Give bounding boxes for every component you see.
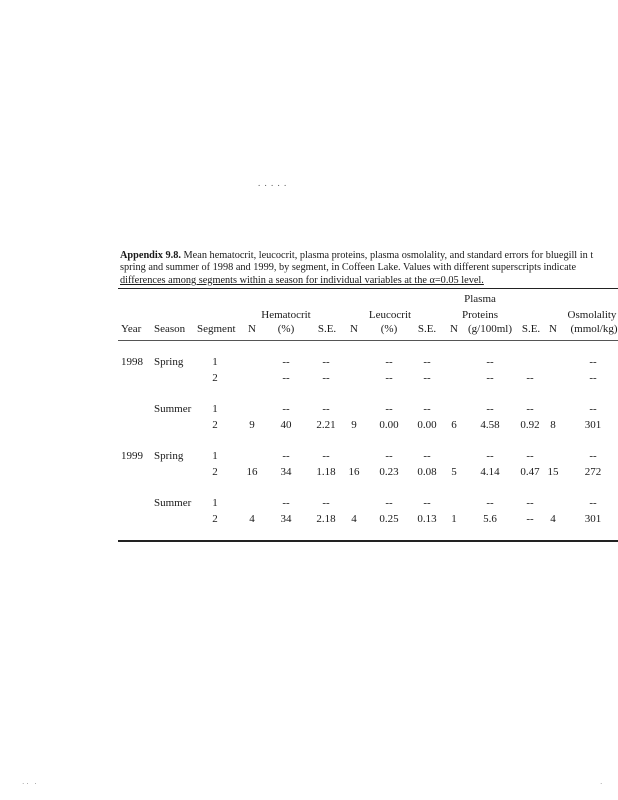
cell-n3: 1 bbox=[451, 513, 457, 525]
cell-se1: 1.18 bbox=[316, 466, 336, 478]
cell-year: 1999 bbox=[121, 450, 143, 462]
cell-n4: 4 bbox=[550, 513, 556, 525]
cell-se2: -- bbox=[423, 450, 431, 462]
cell-osm: -- bbox=[589, 356, 597, 368]
cell-n2: 16 bbox=[348, 466, 360, 478]
cell-n1: 9 bbox=[249, 419, 255, 431]
cell-leu: 0.23 bbox=[379, 466, 399, 478]
cell-leu: 0.00 bbox=[379, 419, 399, 431]
table-header-rule bbox=[118, 340, 618, 341]
cell-se3: -- bbox=[526, 403, 534, 415]
cell-se1: -- bbox=[322, 403, 330, 415]
header-hematocrit-unit: (%) bbox=[277, 323, 295, 335]
header-plasma-unit: (g/100ml) bbox=[468, 323, 512, 335]
header-n-4: N bbox=[549, 323, 557, 335]
cell-se3: -- bbox=[526, 450, 534, 462]
cell-se1: -- bbox=[322, 372, 330, 384]
cell-se1: -- bbox=[322, 450, 330, 462]
header-se-3: S.E. bbox=[521, 323, 541, 335]
cell-se2: -- bbox=[423, 497, 431, 509]
table-caption bbox=[120, 250, 618, 287]
cell-season: Summer bbox=[154, 497, 192, 509]
header-hematocrit: Hematocrit bbox=[261, 309, 311, 321]
caption-line-2: spring and summer of 1998 and 1999, by segment, in Coffeen Lake. Values with different superscripts indicate bbox=[120, 262, 577, 274]
cell-n2: 4 bbox=[351, 513, 357, 525]
cell-osm: -- bbox=[589, 497, 597, 509]
cell-se3: -- bbox=[526, 513, 534, 525]
cell-se2: -- bbox=[423, 403, 431, 415]
cell-se2: 0.08 bbox=[417, 466, 437, 478]
cell-segment: 1 bbox=[212, 497, 218, 509]
cell-pp: -- bbox=[486, 356, 494, 368]
header-segment: Segment bbox=[197, 323, 236, 335]
cell-se1: 2.21 bbox=[316, 419, 336, 431]
cell-n2: 9 bbox=[351, 419, 357, 431]
header-n-3: N bbox=[450, 323, 458, 335]
cell-segment: 1 bbox=[212, 356, 218, 368]
header-n-1: N bbox=[248, 323, 256, 335]
cell-pp: 5.6 bbox=[483, 513, 497, 525]
header-season: Season bbox=[154, 323, 186, 335]
cell-se3: -- bbox=[526, 372, 534, 384]
header-plasma-top: Plasma bbox=[464, 293, 496, 305]
cell-pp: -- bbox=[486, 403, 494, 415]
cell-segment: 2 bbox=[212, 466, 218, 478]
cell-se2: -- bbox=[423, 372, 431, 384]
cell-segment: 1 bbox=[212, 403, 218, 415]
cell-segment: 2 bbox=[212, 372, 218, 384]
cell-hct: -- bbox=[282, 497, 290, 509]
cell-n3: 6 bbox=[451, 419, 457, 431]
header-se-1: S.E. bbox=[317, 323, 337, 335]
cell-hct: -- bbox=[282, 450, 290, 462]
cell-n1: 16 bbox=[246, 466, 258, 478]
header-osmolality-unit: (mmol/kg) bbox=[570, 323, 618, 335]
cell-hct: -- bbox=[282, 372, 290, 384]
cell-se1: 2.18 bbox=[316, 513, 336, 525]
header-plasma-mid: Proteins bbox=[461, 309, 499, 321]
header-leucocrit-unit: (%) bbox=[380, 323, 398, 335]
cell-n4: 15 bbox=[547, 466, 559, 478]
cell-hct: -- bbox=[282, 403, 290, 415]
cell-n3: 5 bbox=[451, 466, 457, 478]
caption-label: Appendix 9.8. bbox=[120, 250, 181, 261]
cell-osm: 272 bbox=[584, 466, 602, 478]
cell-pp: -- bbox=[486, 372, 494, 384]
cell-leu: -- bbox=[385, 403, 393, 415]
cell-season: Spring bbox=[154, 356, 184, 368]
cell-leu: -- bbox=[385, 450, 393, 462]
cell-leu: 0.25 bbox=[379, 513, 399, 525]
cell-season: Spring bbox=[154, 450, 184, 462]
cell-hct: 34 bbox=[280, 513, 292, 525]
cell-se2: 0.00 bbox=[417, 419, 437, 431]
cell-segment: 1 bbox=[212, 450, 218, 462]
cell-n4: 8 bbox=[550, 419, 556, 431]
cell-hct: -- bbox=[282, 356, 290, 368]
header-year: Year bbox=[121, 323, 142, 335]
cell-se1: -- bbox=[322, 497, 330, 509]
cell-se3: 0.47 bbox=[520, 466, 540, 478]
cell-leu: -- bbox=[385, 356, 393, 368]
cell-pp: 4.58 bbox=[480, 419, 500, 431]
footer-mark-left: ·· · bbox=[22, 780, 39, 788]
cell-hct: 34 bbox=[280, 466, 292, 478]
scan-speck: . . . . . bbox=[258, 178, 288, 188]
cell-se2: 0.13 bbox=[417, 513, 437, 525]
cell-se3: 0.92 bbox=[520, 419, 540, 431]
table-top-rule bbox=[118, 288, 618, 289]
cell-leu: -- bbox=[385, 497, 393, 509]
cell-n1: 4 bbox=[249, 513, 255, 525]
caption-line-1: Appendix 9.8. Mean hematocrit, leucocrit, plasma proteins, plasma osmolality, and standard errors for bluegill in t bbox=[120, 250, 594, 261]
cell-hct: 40 bbox=[280, 419, 292, 431]
cell-pp: -- bbox=[486, 450, 494, 462]
cell-segment: 2 bbox=[212, 419, 218, 431]
header-se-2: S.E. bbox=[417, 323, 437, 335]
cell-leu: -- bbox=[385, 372, 393, 384]
cell-year: 1998 bbox=[121, 356, 143, 368]
cell-se3: -- bbox=[526, 497, 534, 509]
cell-osm: 301 bbox=[584, 513, 602, 525]
cell-osm: 301 bbox=[584, 419, 602, 431]
header-osmolality: Osmolality bbox=[567, 309, 617, 321]
cell-osm: -- bbox=[589, 403, 597, 415]
cell-pp: 4.14 bbox=[480, 466, 500, 478]
caption-line-3: differences among segments within a season for individual variables at the α=0.05 level. bbox=[120, 274, 484, 286]
header-n-2: N bbox=[350, 323, 358, 335]
cell-se1: -- bbox=[322, 356, 330, 368]
cell-osm: -- bbox=[589, 372, 597, 384]
cell-pp: -- bbox=[486, 497, 494, 509]
footer-mark-right: · bbox=[600, 780, 605, 788]
cell-segment: 2 bbox=[212, 513, 218, 525]
table-bottom-rule bbox=[118, 540, 618, 542]
cell-se2: -- bbox=[423, 356, 431, 368]
cell-osm: -- bbox=[589, 450, 597, 462]
header-leucocrit: Leucocrit bbox=[368, 309, 412, 321]
cell-season: Summer bbox=[154, 403, 192, 415]
